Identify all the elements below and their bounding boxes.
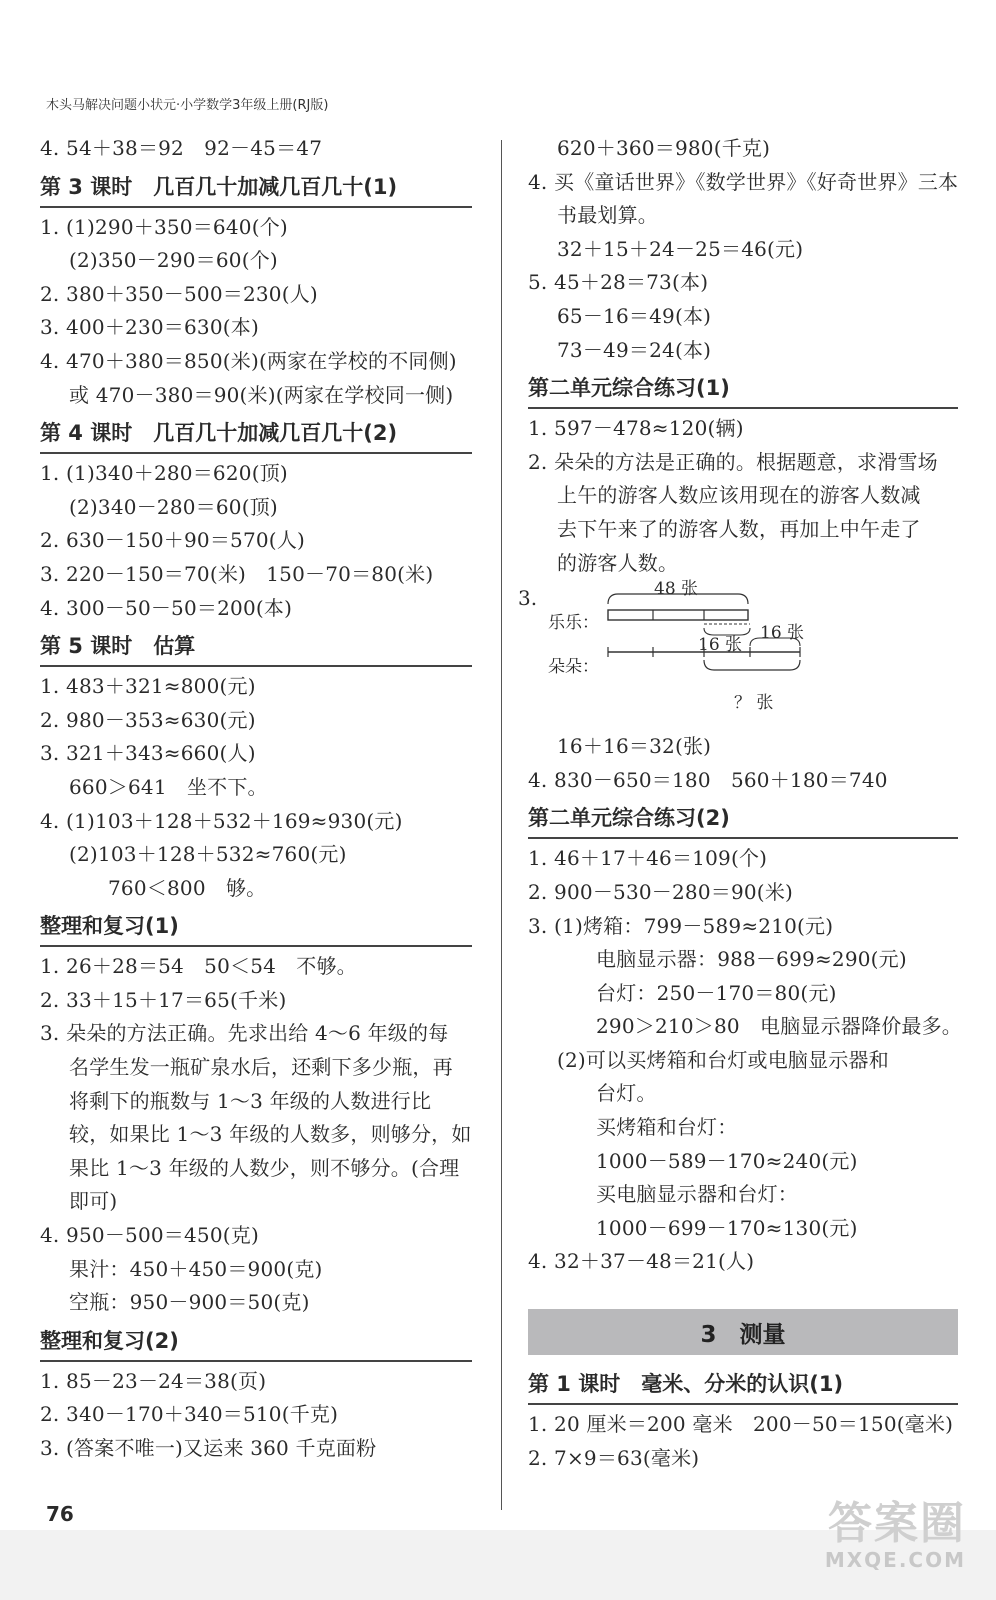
answer-line: 760＜800 够。 — [108, 875, 267, 900]
watermark — [825, 1500, 966, 1572]
answer-line: (2)可以买烤箱和台灯或电脑显示器和 — [557, 1047, 889, 1072]
answer-line: 上午的游客人数应该用现在的游客人数减 — [557, 483, 921, 508]
answer-line: 290＞210＞80 电脑显示器降价最多。 — [596, 1014, 962, 1039]
answer-line: 4. 950－500＝450(克) — [40, 1223, 259, 1248]
answer-line: 4. 买《童话世界》《数学世界》《好奇世界》三本 — [528, 169, 959, 194]
answer-line: 4. 830－650＝180 560＋180＝740 — [528, 767, 888, 792]
diagram-bottom-label: ？ 张 — [734, 693, 774, 714]
diagram-question-number: 3. — [518, 586, 538, 611]
answer-line: 3. (1)烤箱：799－589≈210(元) — [528, 913, 834, 938]
answer-line: 果汁：450＋450＝900(克) — [69, 1256, 323, 1281]
diagram-mid-label: 16 张 — [698, 635, 743, 656]
section-title: 第 5 课时 估算 — [40, 627, 472, 667]
section-title: 整理和复习(2) — [40, 1322, 472, 1362]
answer-line: 3. 朵朵的方法正确。先求出给 4～6 年级的每 — [40, 1021, 449, 1046]
answer-line: 1. 597－478≈120(辆) — [528, 416, 744, 441]
comparison-diagram — [518, 579, 958, 730]
diagram-bars — [528, 580, 828, 730]
answer-line: 4. 470＋380＝850(米)(两家在学校的不同侧) — [40, 348, 457, 373]
right-bottom-block — [528, 730, 962, 1279]
section-title: 第二单元综合练习(1) — [528, 369, 958, 409]
column-divider — [501, 140, 502, 1510]
answer-line: 较，如果比 1～3 年级的人数多，则够分，如 — [69, 1122, 472, 1147]
answer-line: 4. 54＋38＝92 92－45＝47 — [40, 136, 323, 160]
answer-line: 台灯。 — [596, 1081, 657, 1106]
unit-banner: 3 测量 — [528, 1309, 958, 1355]
right-top-block — [528, 132, 958, 580]
section-title: 第二单元综合练习(2) — [528, 799, 958, 839]
answer-line: 2. 朵朵的方法是正确的。根据题意，求滑雪场 — [528, 449, 938, 474]
diagram-lele-label: 乐乐： — [548, 613, 599, 634]
answer-line: 书最划算。 — [557, 203, 658, 228]
section-title: 第 3 课时 几百几十加减几百几十(1) — [40, 168, 472, 208]
answer-line: 1000－699－170≈130(元) — [596, 1215, 858, 1240]
watermark-url: MXQE.COM — [824, 1548, 966, 1572]
answer-line: (2)103＋128＋532≈760(元) — [69, 842, 347, 867]
answer-line: 3. 400＋230＝630(本) — [40, 315, 259, 340]
answer-line: 1. 46＋17＋46＝109(个) — [528, 846, 768, 871]
answer-line: 3. (答案不唯一)又运来 360 千克面粉 — [40, 1436, 377, 1460]
answer-line: 电脑显示器：988－699≈290(元) — [596, 947, 907, 972]
answer-line: 1. 26＋28＝54 50＜54 不够。 — [40, 954, 357, 979]
answer-line: 1. (1)340＋280＝620(顶) — [40, 461, 288, 486]
running-header: 木头马解决问题小状元·小学数学3年级上册(RJ版) — [46, 98, 329, 113]
answer-line: 32＋15＋24－25＝46(元) — [557, 236, 804, 261]
section-title: 第 4 课时 几百几十加减几百几十(2) — [40, 414, 472, 454]
answer-line: (2)340－280＝60(顶) — [69, 494, 278, 519]
answer-line: 5. 45＋28＝73(本) — [528, 270, 709, 295]
answer-line: 将剩下的瓶数与 1～3 年级的人数进行比 — [69, 1088, 432, 1113]
answer-line: 65－16＝49(本) — [557, 303, 712, 328]
answer-line: 4. 32＋37－48＝21(人) — [528, 1249, 755, 1274]
answer-line: 4. 300－50－50＝200(本) — [40, 595, 293, 620]
answer-line: 4. (1)103＋128＋532＋169≈930(元) — [40, 808, 403, 833]
answer-line: 1. 85－23－24＝38(页) — [40, 1368, 267, 1393]
answer-line: 73－49＝24(本) — [557, 337, 712, 362]
answer-line: 即可) — [69, 1189, 118, 1214]
right-end-block — [528, 1365, 958, 1475]
answer-line: 3. 321＋343≈660(人) — [40, 741, 256, 766]
diagram-right-label: 16 张 — [760, 623, 805, 644]
answer-line: 买电脑显示器和台灯： — [596, 1182, 798, 1207]
section-title: 第 1 课时 毫米、分米的认识(1) — [528, 1365, 958, 1405]
answer-line: 3. 220－150＝70(米) 150－70＝80(米) — [40, 561, 434, 586]
answer-line: 去下午来了的游客人数，再加上中午走了 — [557, 516, 921, 541]
section-title: 整理和复习(1) — [40, 907, 472, 947]
right-column — [518, 132, 962, 1475]
answer-line: 2. 900－530－280＝90(米) — [528, 879, 794, 904]
answer-line: 1. 20 厘米＝200 毫米 200－50＝150(毫米) — [528, 1412, 954, 1437]
watermark-logo-text: 答案圈 — [828, 1498, 966, 1549]
answer-line: 2. 7×9＝63(毫米) — [528, 1445, 700, 1470]
answer-line: 台灯：250－170＝80(元) — [596, 980, 837, 1005]
answer-line: 2. 380＋350－500＝230(人) — [40, 281, 318, 306]
diagram-duoduo-label: 朵朵： — [548, 657, 599, 678]
answer-line: 果比 1～3 年级的人数少，则不够分。(合理 — [69, 1155, 460, 1180]
answer-line: 2. 630－150＋90＝570(人) — [40, 528, 306, 553]
answer-line: 或 470－380＝90(米)(两家在学校同一侧) — [69, 382, 454, 407]
answer-line: 2. 33＋15＋17＝65(千米) — [40, 987, 287, 1012]
answer-line: 620＋360＝980(千克) — [557, 136, 771, 160]
left-column — [40, 132, 472, 1466]
diagram-top-label: 48 张 — [654, 579, 699, 600]
answer-line: 买烤箱和台灯： — [596, 1115, 738, 1140]
answer-line: 空瓶：950－900＝50(克) — [69, 1290, 310, 1315]
answer-line: 的游客人数。 — [557, 550, 679, 575]
answer-line: 1. 483＋321≈800(元) — [40, 674, 256, 699]
answer-line: 名学生发一瓶矿泉水后，还剩下多少瓶，再 — [69, 1055, 453, 1080]
answer-line: 2. 340－170＋340＝510(千克) — [40, 1402, 339, 1427]
answer-line: 1. (1)290＋350＝640(个) — [40, 214, 288, 239]
page-number: 76 — [46, 1502, 74, 1526]
answer-line: 16＋16＝32(张) — [557, 734, 712, 759]
answer-line: 660＞641 坐不下。 — [69, 774, 268, 799]
answer-line: (2)350－290＝60(个) — [69, 248, 278, 273]
answer-line: 1000－589－170≈240(元) — [596, 1148, 858, 1173]
answer-line: 2. 980－353≈630(元) — [40, 707, 256, 732]
